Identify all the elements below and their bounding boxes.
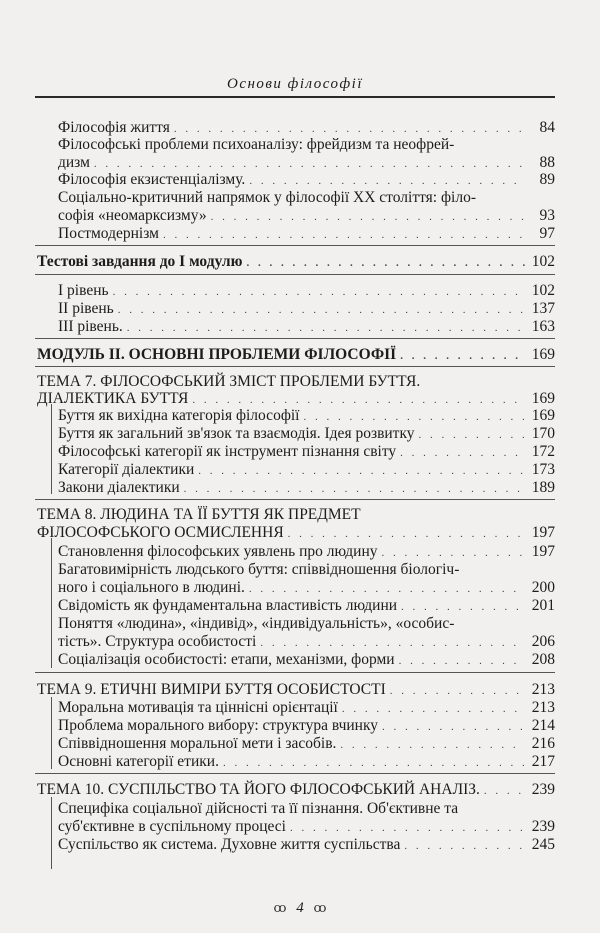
- running-header: Основи філософії: [35, 74, 555, 98]
- topic-7-title-line1[interactable]: ТЕМА 7. ФІЛОСОФСЬКИЙ ЗМІСТ ПРОБЛЕМИ БУТТЯ.: [37, 373, 421, 390]
- divider: [35, 366, 555, 367]
- toc-entry-topic-9-item[interactable]: Проблема морального вибору: структура вчинку . . . 214: [58, 716, 555, 737]
- toc-entry-topic-10-item[interactable]: суб'єктивне в суспільному процесі . . . 239: [58, 817, 555, 838]
- divider: [35, 245, 555, 246]
- toc-entry-topic-10[interactable]: ТЕМА 10. СУСПІЛЬСТВО ТА ЙОГО ФІЛОСОФСЬКИЙ АНАЛІЗ. . . . 239: [37, 780, 555, 801]
- divider: [35, 499, 555, 500]
- toc-entry-psychoanalysis[interactable]: дизм . . . 88: [58, 153, 555, 174]
- topic-8-item-2-line1[interactable]: Багатовимірність людського буття: співвідношення біологіч-: [58, 561, 460, 578]
- ornament-left-icon: ꝏ: [273, 900, 287, 915]
- toc-entry-neomarxism-line1[interactable]: Соціально-критичний напрямок у філософії XX століття: філо-: [58, 189, 476, 206]
- ornament-right-icon: ꝏ: [313, 900, 327, 915]
- topic-8-item-4-line1[interactable]: Поняття «людина», «індивід», «індивідуальність», «особис-: [58, 615, 455, 632]
- divider: [35, 338, 555, 339]
- toc-entry-topic-10-item[interactable]: Суспільство як система. Духовне життя суспільства . . . 245: [58, 835, 555, 856]
- toc-entry-topic-7-item[interactable]: Буття як вихідна категорія філософії . . . 169: [58, 406, 555, 427]
- toc-entry-philosophy-of-life[interactable]: Філософія життя . . . 84: [58, 118, 555, 139]
- toc-entry-tests-module1[interactable]: Тестові завдання до I модулю . . . 102: [37, 252, 555, 273]
- toc-entry-topic-8-item[interactable]: ного і соціального в людині. . . . 200: [58, 578, 555, 599]
- toc-entry-postmodernism[interactable]: Постмодернізм . . . 97: [58, 224, 555, 245]
- toc-entry-neomarxism[interactable]: софія «неомарксизму» . . . 93: [58, 206, 555, 227]
- toc-entry-existentialism[interactable]: Філософія екзистенціалізму. . . . 89: [58, 170, 555, 191]
- toc-entry-topic-7-item[interactable]: Буття як загальний зв'язок та взаємодія. Ідея розвитку . . . 170: [58, 424, 555, 445]
- toc-entry-topic-7[interactable]: ДІАЛЕКТИКА БУТТЯ . . . 169: [37, 389, 555, 410]
- toc-entry-module-2[interactable]: МОДУЛЬ ІІ. ОСНОВНІ ПРОБЛЕМИ ФІЛОСОФІЇ . . . 169: [37, 345, 555, 366]
- toc-entry-topic-9-item[interactable]: Основні категорії етики. . . . 217: [58, 752, 555, 773]
- toc-entry-topic-9-item[interactable]: Співвідношення моральної мети і засобів. . . . 216: [58, 734, 555, 755]
- divider: [35, 773, 555, 774]
- toc-entry-level-1[interactable]: I рівень . . . 102: [58, 281, 555, 302]
- toc-entry-topic-9[interactable]: ТЕМА 9. ЕТИЧНІ ВИМІРИ БУТТЯ ОСОБИСТОСТІ . . . 213: [37, 680, 555, 701]
- toc-entry-topic-8-item[interactable]: Свідомість як фундаментальна властивість людини . . . 201: [58, 596, 555, 617]
- toc-entry-topic-9-item[interactable]: Моральна мотивація та ціннісні орієнтації . . . 213: [58, 698, 555, 719]
- toc-entry-level-2[interactable]: II рівень . . . 137: [58, 299, 555, 320]
- divider: [35, 274, 555, 275]
- topic-8-title-line1[interactable]: ТЕМА 8. ЛЮДИНА ТА ЇЇ БУТТЯ ЯК ПРЕДМЕТ: [37, 506, 361, 523]
- divider: [35, 672, 555, 673]
- toc-entry-topic-7-item[interactable]: Категорії діалектики . . . 173: [58, 460, 555, 481]
- toc-entry-topic-8-item[interactable]: Становлення філософських уявлень про людину . . . 197: [58, 542, 555, 563]
- toc-entry-topic-7-item[interactable]: Філософські категорії як інструмент пізнання світу . . . 172: [58, 442, 555, 463]
- toc-entry-level-3[interactable]: III рівень. . . . 163: [58, 317, 555, 338]
- page-footer: [0, 900, 600, 917]
- toc-entry-topic-8[interactable]: ФІЛОСОФСЬКОГО ОСМИСЛЕННЯ . . . 197: [37, 523, 555, 544]
- toc-entry-topic-8-item[interactable]: тість». Структура особистості . . . 206: [58, 632, 555, 653]
- topic-10-item-1-line1[interactable]: Специфіка соціальної дійсності та її пізнання. Об'єктивне та: [58, 800, 459, 817]
- toc-entry-psychoanalysis-line1[interactable]: Філософські проблеми психоаналізу: фрейдизм та неофрей-: [58, 136, 455, 153]
- toc-entry-topic-7-item[interactable]: Закони діалектики . . . 189: [58, 478, 555, 499]
- page-number: 4: [296, 900, 304, 916]
- toc-entry-topic-8-item[interactable]: Соціалізація особистості: етапи, механізми, форми . . . 208: [58, 650, 555, 671]
